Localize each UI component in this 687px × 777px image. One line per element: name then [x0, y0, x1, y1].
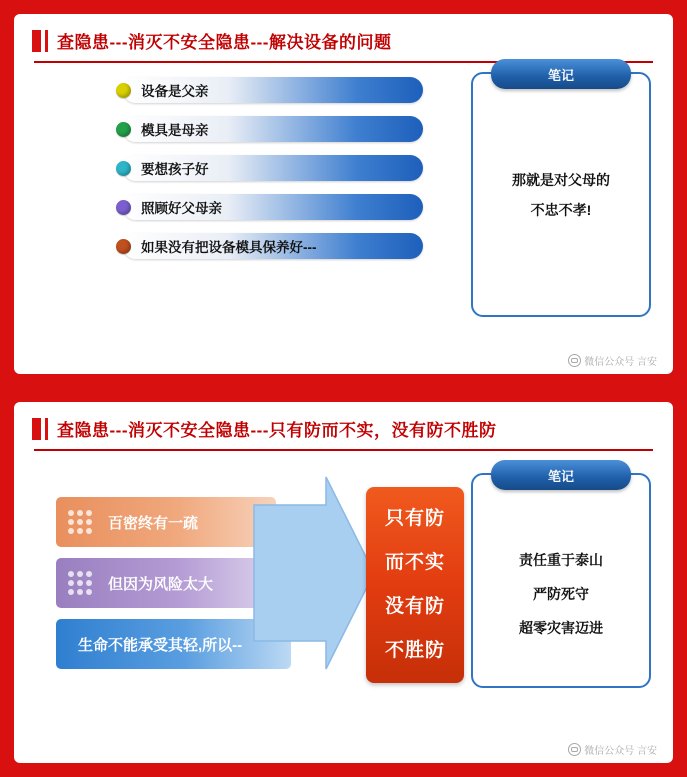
slide-2: [0, 388, 687, 777]
grid-dots-icon: [68, 510, 92, 534]
slide-2-content: [14, 402, 673, 763]
slide-1-bullet-list: [30, 77, 430, 272]
wechat-icon: [568, 354, 581, 367]
note-line: 责任重于泰山: [519, 551, 603, 568]
arrow-right-icon: [250, 473, 378, 673]
list-item: [56, 558, 276, 608]
title-accent-thin-icon: [45, 30, 48, 52]
slide-2-note: [471, 468, 651, 688]
watermark-label: 微信公众号 言安: [584, 746, 657, 757]
title-accent-thin-icon: [45, 418, 48, 440]
note-line: 不忠不孝!: [530, 201, 592, 218]
note-box: [471, 468, 651, 688]
bullet-pill: 如果没有把设备模具保养好---: [123, 233, 423, 259]
bar-label: 但因为风险太大: [108, 575, 214, 593]
highlight-line: 没有防: [384, 596, 445, 617]
bullet-pill: 照顾好父母亲: [123, 194, 423, 220]
list-item: [30, 194, 430, 220]
highlight-box: [366, 487, 464, 683]
bar-label: 百密终有一疏: [108, 514, 199, 532]
bullet-pill: 设备是父亲: [123, 77, 423, 103]
grid-dots-icon: [68, 571, 92, 595]
bullet-dot-icon: [116, 200, 131, 215]
bullet-dot-icon: [116, 239, 131, 254]
slide-2-title-row: [14, 402, 673, 447]
bullet-dot-icon: [116, 161, 131, 176]
highlight-line: 而不实: [384, 552, 445, 573]
highlight-line: 不胜防: [384, 640, 445, 661]
note-line: 超零灾害迈进: [519, 619, 603, 636]
slide-1-note: [471, 67, 651, 317]
watermark-label: 微信公众号 言安: [584, 357, 657, 368]
slide-1-title: 查隐患---消灭不安全隐患---解决设备的问题: [57, 33, 392, 52]
bullet-pill: 模具是母亲: [123, 116, 423, 142]
list-item: [30, 233, 430, 259]
wechat-icon: [568, 743, 581, 756]
list-item: [30, 77, 430, 103]
bar-label: 生命不能承受其轻,所以--: [78, 636, 243, 654]
slide-2-title: 查隐患---消灭不安全隐患---只有防而不实，没有防不胜防: [57, 421, 497, 440]
list-item: [30, 116, 430, 142]
highlight-line: 只有防: [384, 508, 445, 529]
watermark: [568, 742, 657, 757]
watermark: [568, 353, 657, 368]
note-box: [471, 67, 651, 317]
slide-1-content: [14, 14, 673, 374]
bullet-dot-icon: [116, 122, 131, 137]
bullet-dot-icon: [116, 83, 131, 98]
slide-2-body: [14, 451, 673, 703]
note-line: 那就是对父母的: [512, 171, 610, 188]
note-line: 严防死守: [533, 585, 589, 602]
note-tab-label: 笔记: [491, 460, 631, 490]
list-item: [56, 497, 276, 547]
slide-1: [0, 0, 687, 388]
list-item: [30, 155, 430, 181]
title-accent-icon: [32, 418, 41, 440]
slide-1-title-row: [14, 14, 673, 59]
note-tab-label: 笔记: [491, 59, 631, 89]
title-accent-icon: [32, 30, 41, 52]
bullet-pill: 要想孩子好: [123, 155, 423, 181]
